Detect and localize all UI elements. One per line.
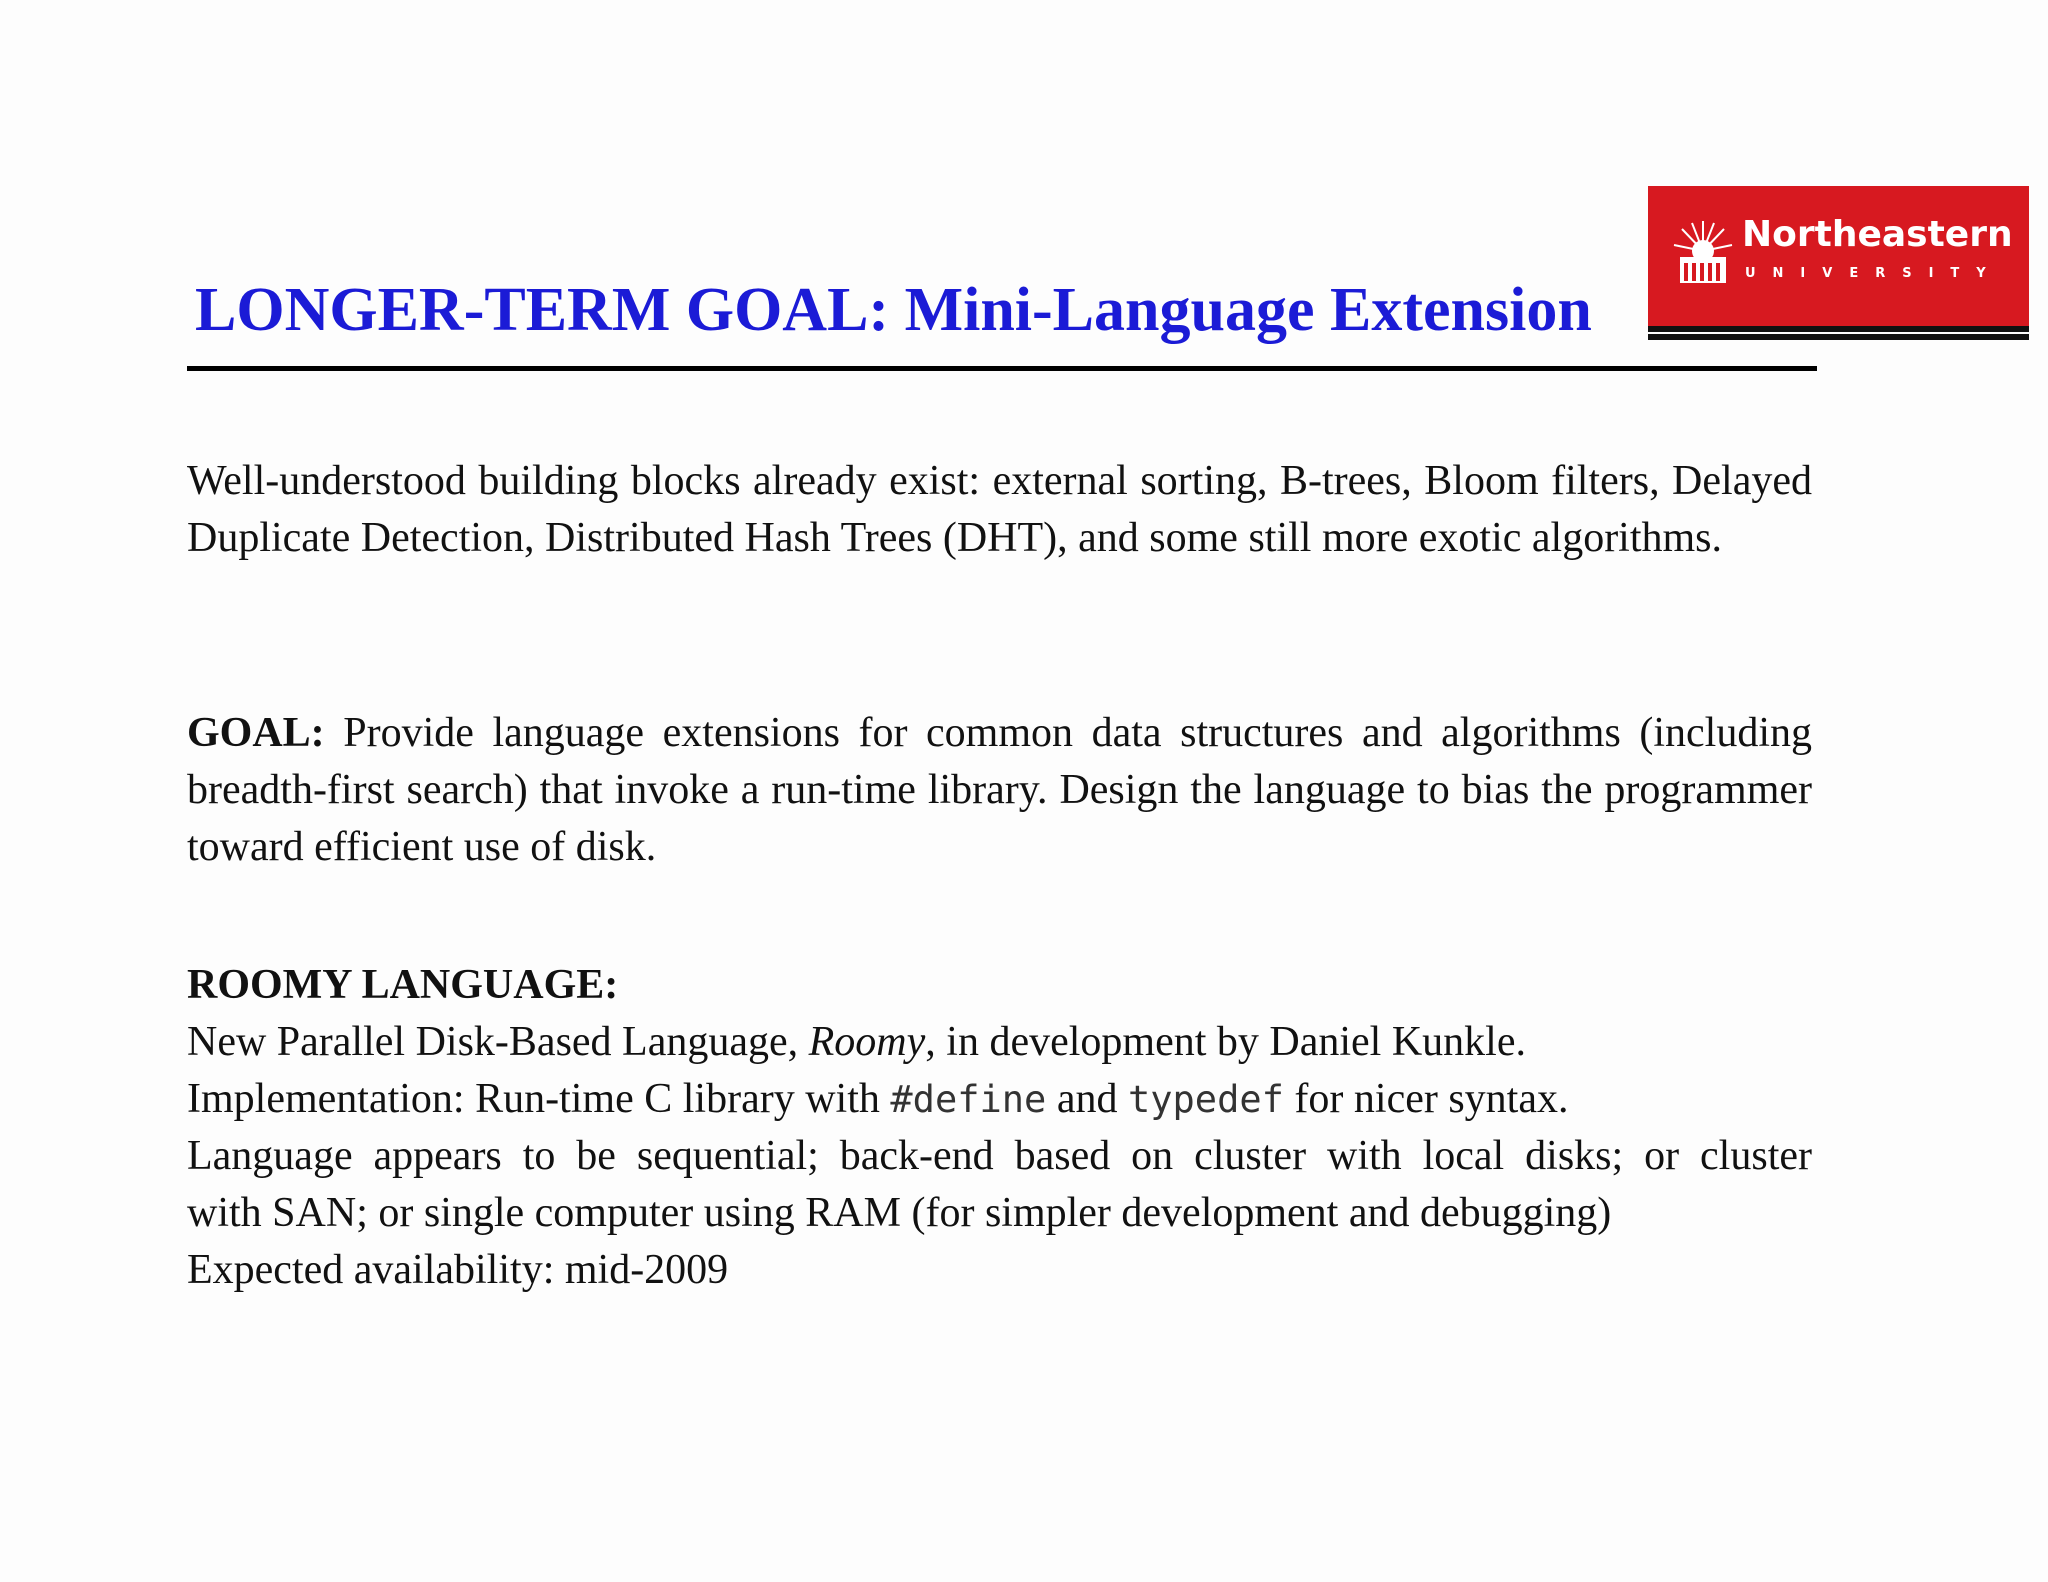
roomy-line-1	[187, 1014, 1812, 1071]
university-seal-icon	[1670, 217, 1736, 287]
slide-title: LONGER-TERM GOAL: Mini-Language Extension	[195, 276, 1592, 344]
roomy-line-1-text: New Parallel Disk-Based Language,	[187, 1019, 799, 1065]
roomy-heading: ROOMY LANGUAGE:	[187, 962, 619, 1008]
roomy-line-3: Language appears to be sequential; back-end based on cluster with local disks; or cluster	[187, 1133, 1812, 1179]
roomy-line-2-text: Implementation: Run-time C library with	[187, 1076, 880, 1122]
code-typedef: typedef	[1127, 1078, 1284, 1121]
roomy-line-2	[187, 1071, 1812, 1128]
logo-name: Northeastern	[1742, 214, 2013, 255]
roomy-name: Roomy	[808, 1019, 926, 1065]
roomy-line-5: Expected availability: mid-2009	[187, 1247, 729, 1293]
logo-underbar-gap	[1648, 332, 2029, 334]
logo-subtitle: UNIVERSITY	[1745, 266, 2003, 281]
roomy-line-2-and: and	[1056, 1076, 1118, 1122]
goal-text: Provide language extensions for common data structures and algorithms (including breadth-first search) that invoke a run-time library. Design the language to bias the programmer toward efficient use of disk.	[187, 710, 1813, 870]
roomy-section	[187, 957, 1812, 1299]
code-define: #define	[890, 1078, 1047, 1121]
roomy-line-4: with SAN; or single computer using RAM (for simpler development and debugging)	[187, 1190, 1612, 1236]
goal-label: GOAL:	[187, 710, 325, 756]
roomy-line-2-end: for nicer syntax.	[1294, 1076, 1569, 1122]
roomy-line-1-end: , in development by Daniel Kunkle.	[925, 1019, 1526, 1065]
goal-paragraph	[187, 705, 1812, 876]
title-rule	[187, 366, 1817, 371]
building-blocks-paragraph: Well-understood building blocks already exist: external sorting, B-trees, Bloom filters, Delayed Duplicate Detection, Distributed Hash Trees (DHT), and some still more exotic algorithms.	[187, 458, 1812, 561]
